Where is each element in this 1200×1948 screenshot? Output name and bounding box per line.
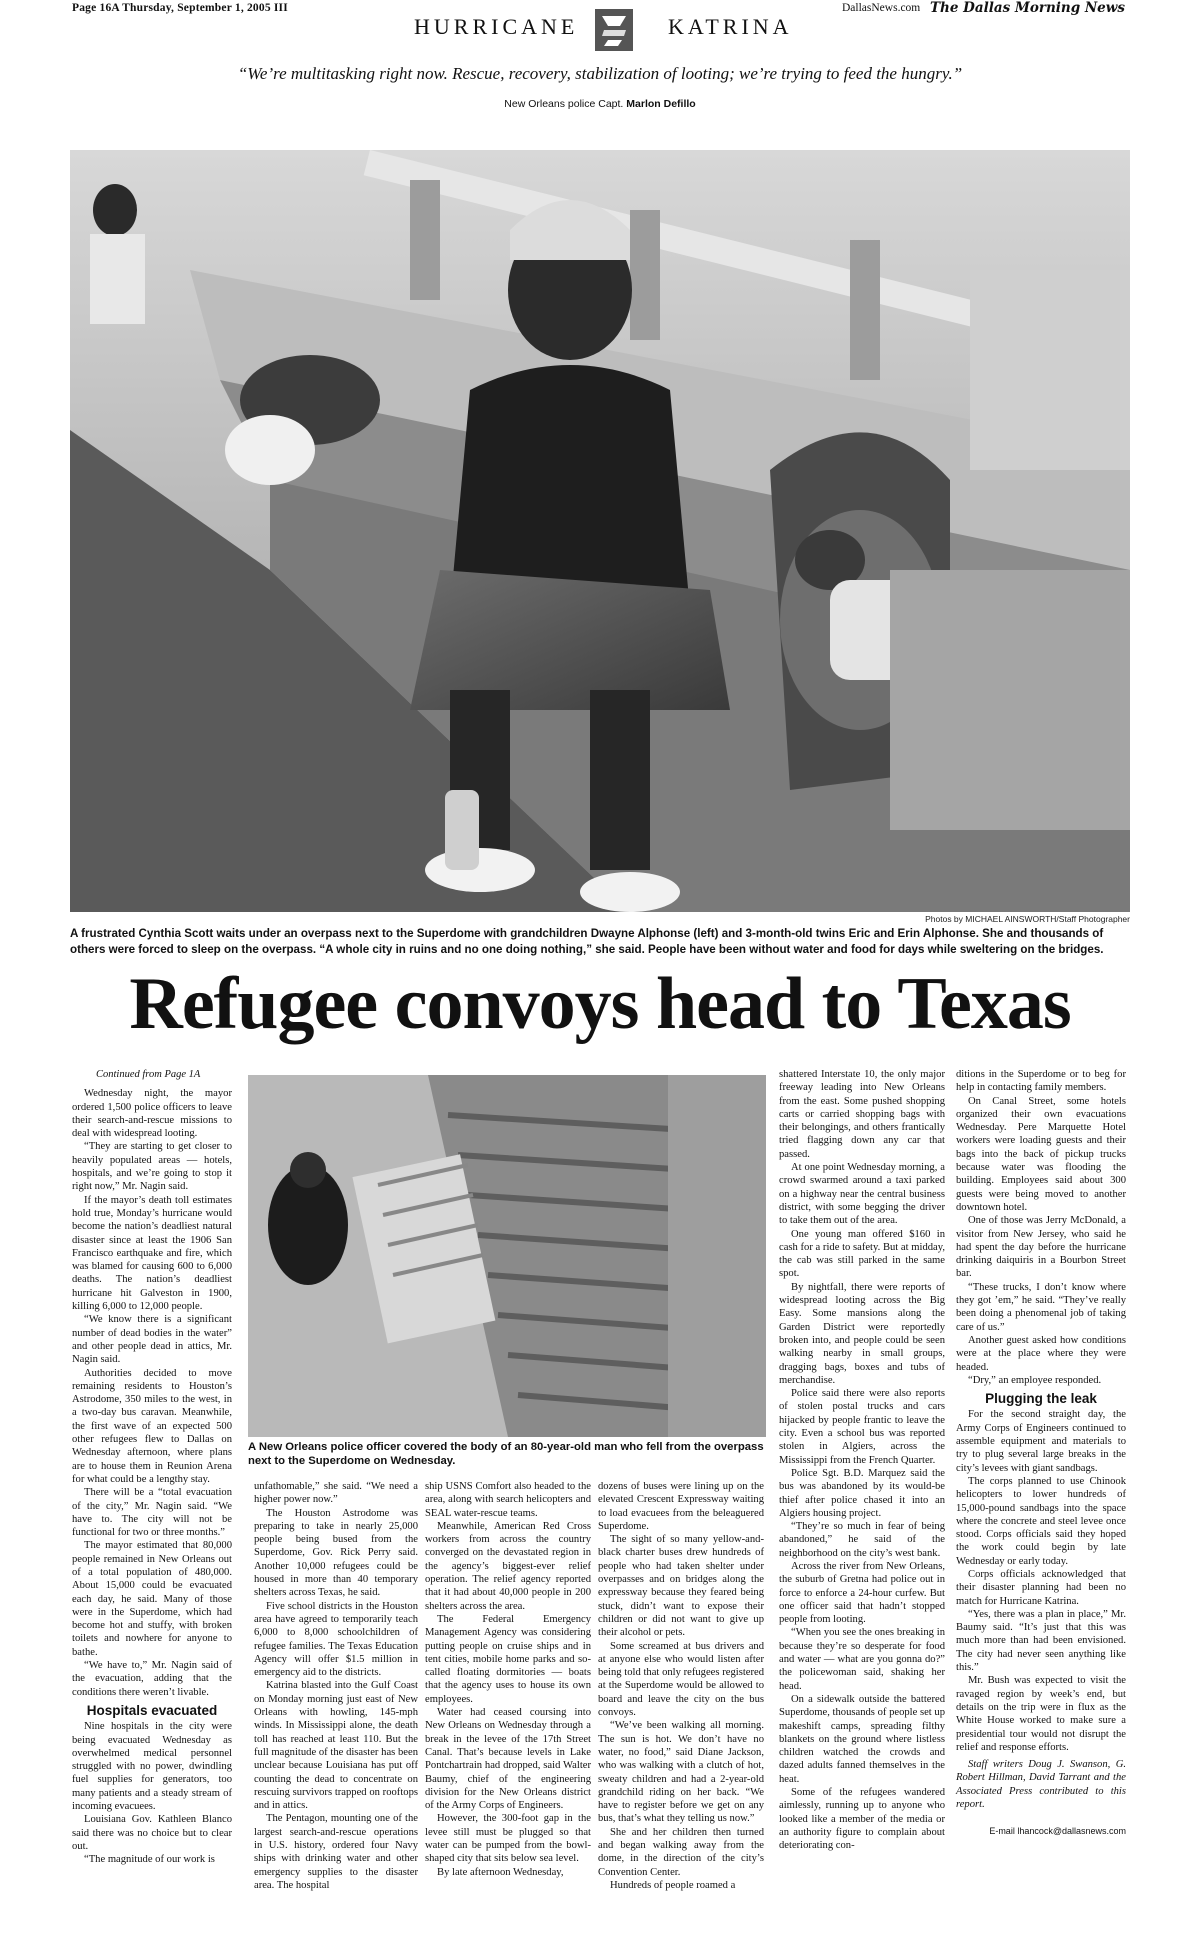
paragraph: The sight of so many yellow-and-black charter buses drew hundreds of people who had taken shelter under overpasses and on bridges along the expressway because they feared being stuck, didn’t want to expose their children or did not want to give up their alcohol or pets. <box>598 1534 764 1639</box>
paragraph: One of those was Jerry McDonald, a visitor from New Jersey, who said he had spent the day before the hurricane drinking daiquiris in a Bourbon Street bar. <box>956 1215 1126 1280</box>
photo-credit: Photos by MICHAEL AINSWORTH/Staff Photographer <box>925 914 1130 924</box>
headline: Refugee convoys head to Texas <box>129 963 1071 1045</box>
paragraph: unfathomable,” she said. “We need a higher power now.” <box>254 1481 418 1506</box>
main-photo <box>70 150 1130 912</box>
paragraph: The Pentagon, mounting one of the largest search-and-rescue operations in U.S. history, ordered four Navy ships with drinking water and other emergency supplies to the disaster area. The hospital <box>254 1813 418 1891</box>
paragraph: Authorities decided to move remaining residents to Houston’s Astrodome, 350 miles to the west, in a two-day bus caravan. Meanwhile, the first wave of an expected 500 other refugees flew to Dallas on Wednesday afternoon, where plans are to house them in Reunion Arena for what could be a lengthy stay. <box>72 1367 232 1485</box>
article-column-1 <box>72 1068 232 1934</box>
paragraph: Water had ceased coursing into New Orleans on Wednesday through a break in the levee of the 17th Street Canal. That’s because levels in Lake Pontchartrain had dropped, said Walter Baumy, chief of the engineering division for the New Orleans district of the Army Corps of Engineers. <box>425 1707 591 1812</box>
paragraph: shattered Interstate 10, the only major freeway leading into New Orleans from the east. Some pushed shopping carts or carried shopping bags with their belongings, and others frantically tried flagging down any car that passed. <box>779 1069 945 1160</box>
paragraph: Another guest asked how conditions were at the place where they were headed. <box>956 1334 1126 1373</box>
paragraph: “They are starting to get closer to heavily populated areas — hotels, hospitals, and we’re going to stop it right now,” Mr. Nagin said. <box>72 1141 232 1193</box>
paragraph: Police said there were also reports of stolen postal trucks and cars hijacked by people frantic to leave the city. Even a school bus was reported stolen in Algiers, across the Mississippi from the French Quarter. <box>779 1388 945 1466</box>
paragraph: By nightfall, there were reports of widespread looting across the Big Easy. Some mansions along the Garden District were reportedly broken into, and people could be seen walking nearby in small groups, dragging bags, boxes and tubs of merchandise. <box>779 1281 945 1386</box>
paragraph: “The magnitude of our work is <box>84 1854 215 1866</box>
paragraph: Mr. Bush was expected to visit the ravaged region by week’s end, but details on the trip were in flux as the White House worked to make sure a presidential tour would not disrupt the relief and response efforts. <box>956 1675 1126 1753</box>
paragraph: One young man offered $160 in cash for a ride to safety. But at midday, the cab was still parked in the same spot. <box>779 1228 945 1280</box>
page-info: Page 16A Thursday, September 1, 2005 III <box>72 2 288 14</box>
paragraph: “We have to,” Mr. Nagin said of the evacuation, adding that the conditions there weren’t livable. <box>72 1660 232 1698</box>
paragraph: Louisiana Gov. Kathleen Blanco said there was no choice but to clear out. <box>72 1814 232 1852</box>
paragraph: “Yes, there was a plan in place,” Mr. Baumy said. “It’s just that this was much more than had been envisioned. The city had never seen anything like this.” <box>956 1608 1126 1674</box>
paragraph: She and her children then turned and began walking away from the dome, in the direction of the city’s Convention Center. <box>598 1826 764 1878</box>
paragraph: On Canal Street, some hotels organized their own evacuations Wednesday. Pere Marquette Hotel workers were loading guests and their bags into the back of pickup trucks because water was flooding the building. Employees said about 300 guests were being moved to another downtown hotel. <box>956 1095 1126 1213</box>
paragraph: For the second straight day, the Army Corps of Engineers continued to assemble equipment and materials to try to plug several large breaks in the city’s levees with giant sandbags. <box>956 1409 1126 1474</box>
officer-photo <box>248 1075 766 1437</box>
attribution-prefix: New Orleans police Capt. <box>504 98 624 110</box>
continued-note: Continued from Page 1A <box>96 1069 201 1080</box>
attribution-name: Marlon Defillo <box>626 98 696 110</box>
paragraph: Police Sgt. B.D. Marquez said the bus was abandoned by its would-be thief after police chased it into an Algiers housing project. <box>779 1467 945 1519</box>
paragraph: Corps officials acknowledged that their disaster planning had been no match for Hurricane Katrina. <box>956 1568 1126 1607</box>
main-photo-caption: A frustrated Cynthia Scott waits under an overpass next to the Superdome with grandchildren Dwayne Alphonse (left) and 3-month-old twins Eric and Erin Alphonse. She and thousands of others were forced to sleep on the overpass. “A whole city in ruins and no one doing nothing,” she said. People have been without water and food for days while sweltering on the bridges. <box>70 927 1104 956</box>
paragraph: “They’re so much in fear of being abandoned,” he said of the neighborhood on the city’s west bank. <box>779 1521 945 1559</box>
newspaper-name: The Dallas Morning News <box>929 0 1125 16</box>
subhead-hospitals: Hospitals evacuated <box>86 1702 218 1718</box>
paragraph: dozens of buses were lining up on the elevated Crescent Expressway waiting to load evacuees from the beleaguered Superdome. <box>598 1481 764 1532</box>
paragraph: At one point Wednesday morning, a crowd swarmed around a taxi parked on a highway near the central business district, with some begging the driver to take them out of the area. <box>779 1162 945 1227</box>
article-column-4 <box>598 1480 764 1934</box>
paragraph: Katrina blasted into the Gulf Coast on Monday morning just east of New Orleans with howling, 145-mph winds. In Mississippi alone, the death toll has reached at least 110. But the full magnitude of the disaster has been unclear because Louisiana has put off counting the dead to concentrate on rescuing survivors trapped on rooftops and in attics. <box>254 1680 418 1812</box>
paragraph: On a sidewalk outside the battered Superdome, thousands of people set up makeshift camps, spreading filthy blankets on the ground where listless children watched the crowds and dazed adults fanned themselves in the heat. <box>779 1693 945 1785</box>
paragraph: The Federal Emergency Management Agency was considering putting people on cruise ships and in tent cities, mobile home parks and so-called floating dormitories — boats that the agency uses to house its own employees. <box>425 1613 591 1705</box>
article-column-5 <box>779 1068 945 1934</box>
paragraph: Some screamed at bus drivers and at anyone else who would listen after being told that only refugees registered at the Superdome would be allowed to board and leave the city on the bus convoys. <box>598 1640 764 1719</box>
paragraph: ship USNS Comfort also headed to the area, along with search helicopters and SEAL water-rescue teams. <box>425 1481 591 1519</box>
site-url: DallasNews.com <box>842 2 921 14</box>
article-column-6 <box>956 1068 1126 1934</box>
paragraph: Five school districts in the Houston area have agreed to temporarily teach 6,000 to 8,000 schoolchildren of refugee families. The Texas Education Agency will offer $1.5 million in emergency aid to the districts. <box>254 1600 418 1679</box>
paragraph: Meanwhile, American Red Cross workers from across the country converged on the devastated region in the agency’s biggest-ever relief operation. The relief agency reported that it had about 40,000 people in 200 shelters across the area. <box>425 1520 591 1612</box>
paragraph: “When you see the ones breaking in because they’re so desperate for food and water — what are you gonna do?” the policewoman said, shaking her head. <box>779 1627 945 1692</box>
paragraph: The mayor estimated that 80,000 people remained in New Orleans out of a total population of 480,000. About 15,000 could be evacuated each day, he said. Many of those were in the Superdome, which had become hot and stuffy, with broken toilets and nowhere for anyone to bathe. <box>72 1540 232 1658</box>
paragraph: Across the river from New Orleans, the suburb of Gretna had police out in force to enforce a 24-hour curfew. But one officer said that hadn’t stopped people from looting. <box>779 1560 945 1626</box>
paragraph: “These trucks, I don’t know where they got ’em,” he said. “They’ve really been doing a phenomenal job of taking care of us.” <box>956 1281 1126 1333</box>
paragraph: The Houston Astrodome was preparing to take in nearly 25,000 people being bused from the Superdome, Gov. Rick Perry said. Another 10,000 refugees could be housed in more than 40 temporary shelters across Texas, he said. <box>254 1507 418 1599</box>
paragraph: Some of the refugees wandered aimlessly, running up to anyone who looked like a member of the media or an authority figure to complain about deteriorating con- <box>779 1787 945 1852</box>
paragraph: By late afternoon Wednesday, <box>437 1866 564 1878</box>
paragraph: ditions in the Superdome or to beg for help in contacting family members. <box>956 1069 1126 1094</box>
paragraph: “We know there is a significant number of dead bodies in the water” and other people dead in attics, Mr. Nagin said. <box>72 1314 232 1366</box>
paragraph: Nine hospitals in the city were being evacuated Wednesday as overwhelmed medical personnel struggled with no power, dwindling fuel supplies for generators, too many patients and a steady stream of incoming evacuees. <box>72 1721 232 1813</box>
officer-photo-caption: A New Orleans police officer covered the body of an 80-year-old man who fell from the overpass next to the Superdome on Wednesday. <box>248 1441 764 1467</box>
article-column-3 <box>425 1480 591 1934</box>
paragraph: Hundreds of people roamed a <box>610 1879 736 1891</box>
author-email: E-mail lhancock@dallasnews.com <box>989 1826 1126 1837</box>
paragraph: “Dry,” an employee responded. <box>968 1374 1102 1386</box>
pull-quote-attribution <box>60 98 1140 110</box>
article-column-2 <box>254 1480 418 1934</box>
paragraph: Wednesday night, the mayor ordered 1,500 police officers to leave their search-and-rescue missions to deal with widespread looting. <box>72 1088 232 1140</box>
subhead-plugging-leak: Plugging the leak <box>985 1391 1097 1407</box>
hurricane-logo-icon <box>594 8 634 52</box>
paragraph: If the mayor’s death toll estimates hold true, Monday’s hurricane would become the nation’s deadliest natural disaster since at least the 1906 San Francisco earthquake and fire, which was blamed for causing 600 to 6,000 deaths. The nation’s deadliest hurricane hit Galveston in 1900, killing 6,000 to 12,000 people. <box>72 1194 232 1313</box>
section-title-right: KATRINA <box>668 14 793 39</box>
paragraph: There will be a “total evacuation of the city,” Mr. Nagin said. “We have to. The city will not be functional for two or three months.” <box>72 1487 232 1539</box>
paragraph: However, the 300-foot gap in the levee still must be plugged so that water can be pumped from the bowl-shaped city that sits below sea level. <box>425 1813 591 1865</box>
section-title-left: HURRICANE <box>414 14 579 39</box>
paragraph: “We’ve been walking all morning. The sun is hot. We don’t have no water, no food,” said Diane Jackson, who was walking with a clutch of hot, sweaty children and had a 2-year-old grandchild riding on her back. “We have to register before we get on any bus, that’s what they telling us now.” <box>598 1720 764 1825</box>
staff-writers-note: Staff writers Doug J. Swanson, G. Robert Hillman, David Tarrant and the Associated Press contributed to this report. <box>956 1759 1126 1811</box>
paragraph: The corps planned to use Chinook helicopters to lower hundreds of 15,000-pound sandbags into the space where the concrete and steel levee once stood. Corps officials said they hoped the work could begin by late Wednesday or early today. <box>956 1475 1126 1567</box>
pull-quote: “We’re multitasking right now. Rescue, recovery, stabilization of looting; we’re trying to feed the hungry.” <box>237 64 963 83</box>
